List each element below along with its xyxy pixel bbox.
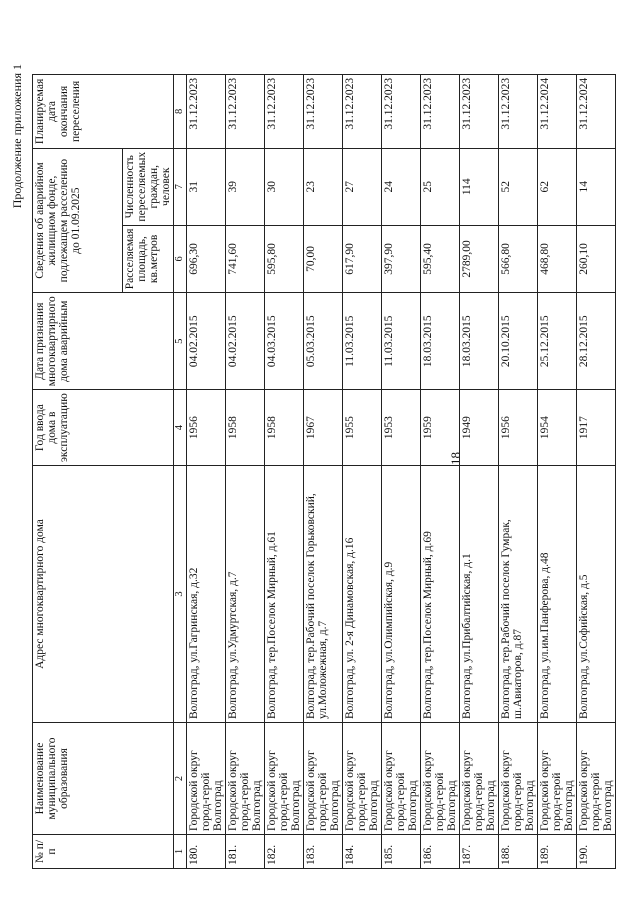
residents-cell: 31	[187, 148, 226, 225]
address-cell: Волгоград, ул.Олимпийская, д.9	[382, 466, 421, 723]
area-cell: 468,80	[538, 225, 577, 293]
column-numbers-row	[174, 74, 187, 868]
header-address: Адрес многоквартирного дома	[33, 466, 174, 723]
recognition-date-cell: 18.03.2015	[421, 293, 460, 390]
residents-cell: 114	[460, 148, 499, 225]
address-cell: Волгоград, ул.Софийская, д.5	[577, 466, 616, 723]
table-row	[421, 74, 460, 868]
header-recognition-date: Дата признания многоквартирного дома аварийным	[33, 293, 174, 390]
column-number: 1	[174, 835, 187, 869]
row-number: 189.	[538, 835, 577, 869]
residents-cell: 62	[538, 148, 577, 225]
column-number: 4	[174, 390, 187, 466]
recognition-date-cell: 11.03.2015	[382, 293, 421, 390]
address-cell: Волгоград, тер.Поселок Мирный, д.61	[265, 466, 304, 723]
row-number: 186.	[421, 835, 460, 869]
row-number: 181.	[226, 835, 265, 869]
housing-table	[32, 74, 616, 869]
row-number: 183.	[304, 835, 343, 869]
residents-cell: 24	[382, 148, 421, 225]
year-cell: 1967	[304, 390, 343, 466]
column-number: 7	[174, 148, 187, 225]
area-cell: 260,10	[577, 225, 616, 293]
continuation-note: Продолжение приложения 1	[10, 64, 24, 209]
table-row	[343, 74, 382, 868]
table-row	[304, 74, 343, 868]
header-area: Расселяемая площадь, кв.метров	[123, 225, 174, 293]
area-cell: 566,80	[499, 225, 538, 293]
address-cell: Волгоград, ул. 2-я Динамовская, д.16	[343, 466, 382, 723]
header-residents: Численность переселяемых граждан, человек	[123, 148, 174, 225]
residents-cell: 23	[304, 148, 343, 225]
recognition-date-cell: 04.02.2015	[226, 293, 265, 390]
recognition-date-cell: 28.12.2015	[577, 293, 616, 390]
table-row	[226, 74, 265, 868]
row-number: 188.	[499, 835, 538, 869]
year-cell: 1949	[460, 390, 499, 466]
year-cell: 1958	[265, 390, 304, 466]
planned-date-cell: 31.12.2023	[187, 74, 226, 148]
planned-date-cell: 31.12.2023	[343, 74, 382, 148]
table-row	[538, 74, 577, 868]
header-municipality: Наименование муниципального образования	[33, 723, 174, 835]
address-cell: Волгоград, ул.им.Панферова, д.48	[538, 466, 577, 723]
municipality-cell: Городской округ город-герой Волгоград	[499, 723, 538, 835]
table-row	[187, 74, 226, 868]
municipality-cell: Городской округ город-герой Волгоград	[226, 723, 265, 835]
recognition-date-cell: 04.03.2015	[265, 293, 304, 390]
row-number: 185.	[382, 835, 421, 869]
municipality-cell: Городской округ город-герой Волгоград	[382, 723, 421, 835]
municipality-cell: Городской округ город-герой Волгоград	[421, 723, 460, 835]
municipality-cell: Городской округ город-герой Волгоград	[538, 723, 577, 835]
residents-cell: 39	[226, 148, 265, 225]
area-cell: 2789,00	[460, 225, 499, 293]
municipality-cell: Городской округ город-герой Волгоград	[187, 723, 226, 835]
recognition-date-cell: 04.02.2015	[187, 293, 226, 390]
address-cell: Волгоград, тер.Рабочий поселок Гумрак, ш.Авиаторов, д.87	[499, 466, 538, 723]
municipality-cell: Городской округ город-герой Волгоград	[577, 723, 616, 835]
planned-date-cell: 31.12.2023	[226, 74, 265, 148]
page-number: 18	[448, 452, 463, 465]
year-cell: 1956	[499, 390, 538, 466]
header-planned-date: Планируемая дата окончания переселения	[33, 74, 174, 148]
year-cell: 1953	[382, 390, 421, 466]
recognition-date-cell: 05.03.2015	[304, 293, 343, 390]
year-cell: 1955	[343, 390, 382, 466]
header-fund-group: Сведения об аварийном жилищном фонде, подлежащем расселению до 01.09.2025	[33, 148, 123, 292]
table-body	[187, 74, 616, 868]
planned-date-cell: 31.12.2024	[577, 74, 616, 148]
residents-cell: 14	[577, 148, 616, 225]
year-cell: 1959	[421, 390, 460, 466]
column-number: 3	[174, 466, 187, 723]
row-number: 190.	[577, 835, 616, 869]
planned-date-cell: 31.12.2023	[421, 74, 460, 148]
area-cell: 595,40	[421, 225, 460, 293]
year-cell: 1954	[538, 390, 577, 466]
residents-cell: 30	[265, 148, 304, 225]
area-cell: 397,90	[382, 225, 421, 293]
residents-cell: 25	[421, 148, 460, 225]
column-number: 2	[174, 723, 187, 835]
residents-cell: 52	[499, 148, 538, 225]
table-row	[577, 74, 616, 868]
row-number: 187.	[460, 835, 499, 869]
year-cell: 1958	[226, 390, 265, 466]
area-cell: 70,00	[304, 225, 343, 293]
header-year: Год ввода дома в эксплуатацию	[33, 390, 174, 466]
year-cell: 1956	[187, 390, 226, 466]
municipality-cell: Городской округ город-герой Волгоград	[460, 723, 499, 835]
row-number: 182.	[265, 835, 304, 869]
column-number: 8	[174, 74, 187, 148]
municipality-cell: Городской округ город-герой Волгоград	[304, 723, 343, 835]
row-number: 184.	[343, 835, 382, 869]
table-row	[499, 74, 538, 868]
area-cell: 696,30	[187, 225, 226, 293]
table-row	[382, 74, 421, 868]
recognition-date-cell: 18.03.2015	[460, 293, 499, 390]
table-row	[460, 74, 499, 868]
area-cell: 595,80	[265, 225, 304, 293]
row-number: 180.	[187, 835, 226, 869]
municipality-cell: Городской округ город-герой Волгоград	[343, 723, 382, 835]
planned-date-cell: 31.12.2023	[499, 74, 538, 148]
municipality-cell: Городской округ город-герой Волгоград	[265, 723, 304, 835]
planned-date-cell: 31.12.2023	[460, 74, 499, 148]
address-cell: Волгоград, тер.Рабочий поселок Горьковский, ул.Моложежная, д.7	[304, 466, 343, 723]
column-number: 6	[174, 225, 187, 293]
address-cell: Волгоград, тер.Поселок Мирный, д.69	[421, 466, 460, 723]
recognition-date-cell: 11.03.2015	[343, 293, 382, 390]
header-num: № п/п	[33, 835, 174, 869]
address-cell: Волгоград, ул.Прибалтийская, д.1	[460, 466, 499, 723]
address-cell: Волгоград, ул.Удмуртская, д.7	[226, 466, 265, 723]
residents-cell: 27	[343, 148, 382, 225]
planned-date-cell: 31.12.2023	[382, 74, 421, 148]
area-cell: 617,90	[343, 225, 382, 293]
planned-date-cell: 31.12.2024	[538, 74, 577, 148]
planned-date-cell: 31.12.2023	[304, 74, 343, 148]
recognition-date-cell: 20.10.2015	[499, 293, 538, 390]
area-cell: 741,60	[226, 225, 265, 293]
year-cell: 1917	[577, 390, 616, 466]
address-cell: Волгоград, ул.Гагринская, д.32	[187, 466, 226, 723]
recognition-date-cell: 25.12.2015	[538, 293, 577, 390]
column-number: 5	[174, 293, 187, 390]
table-row	[265, 74, 304, 868]
planned-date-cell: 31.12.2023	[265, 74, 304, 148]
